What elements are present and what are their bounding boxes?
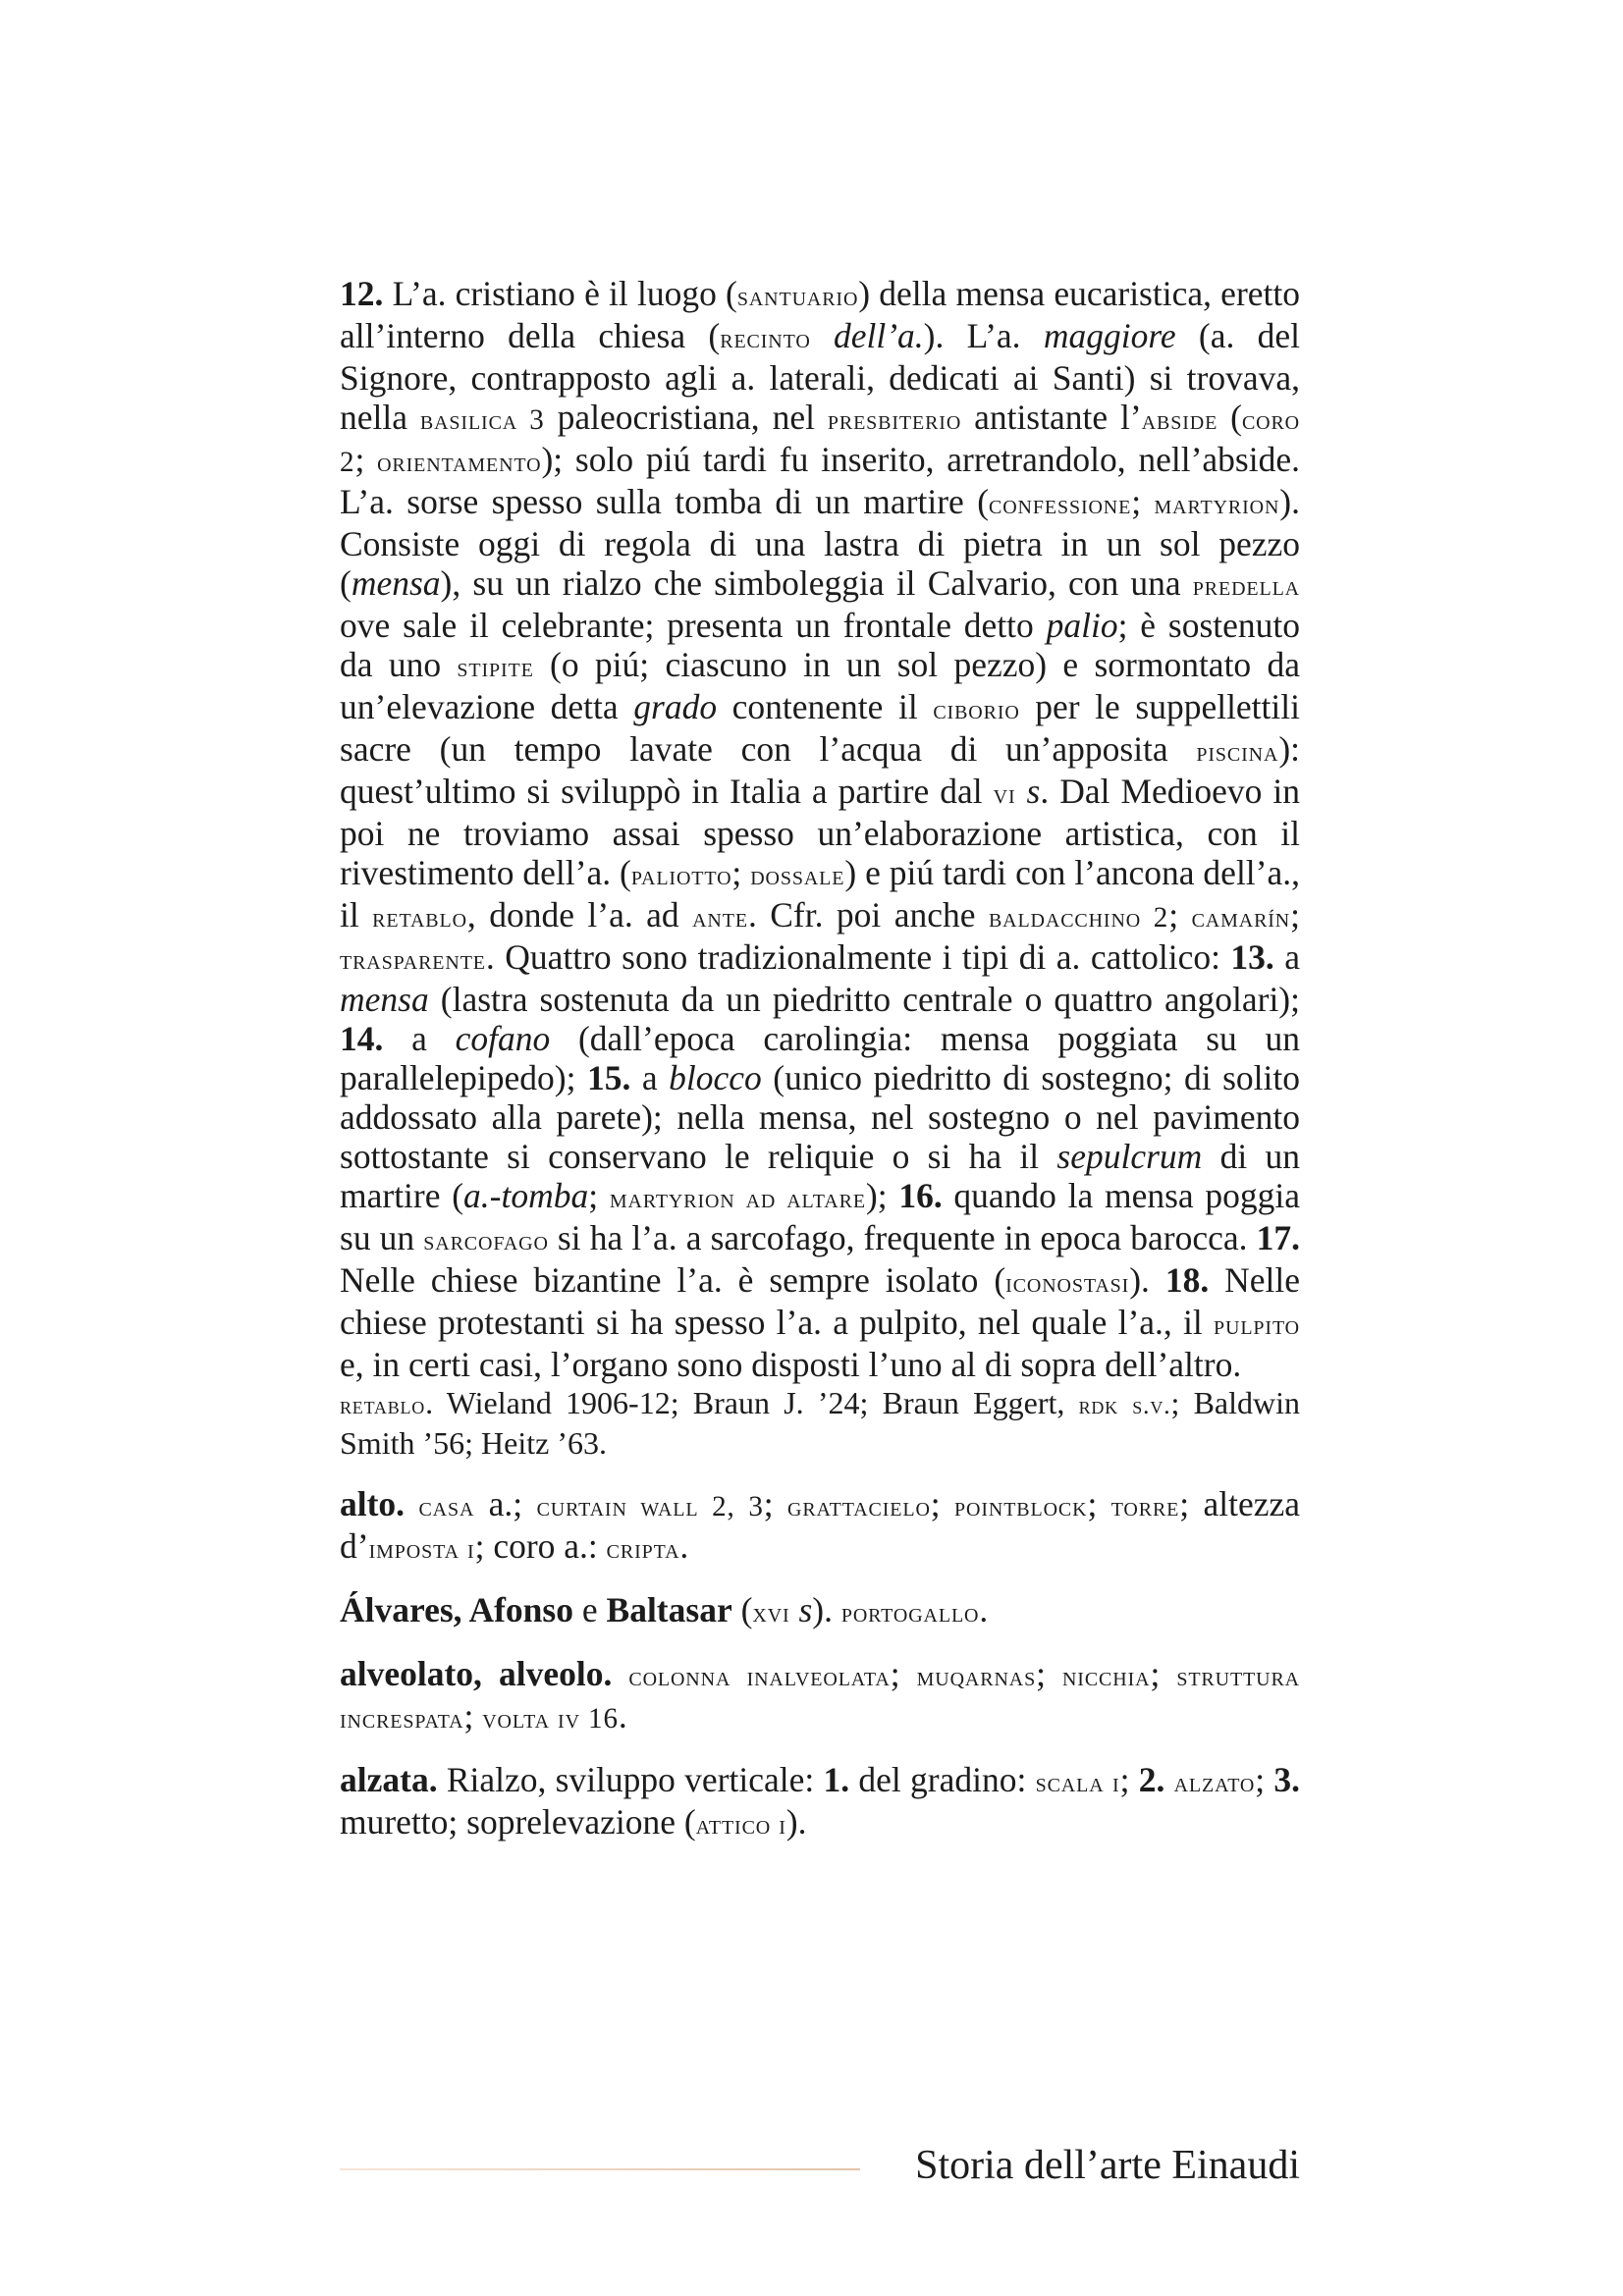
section-number: 15.: [587, 1058, 631, 1097]
main-paragraph: [340, 274, 1300, 1384]
cross-reference: recinto: [720, 323, 811, 354]
cross-reference: basilica 3: [419, 404, 545, 436]
abbreviation: s.v.: [1132, 1391, 1171, 1419]
entry-alto-text: [340, 1484, 1300, 1569]
cross-reference: imposta i: [368, 1533, 475, 1565]
cross-reference: camarín: [1191, 902, 1291, 934]
cross-reference: stipite: [457, 652, 534, 683]
section-number: 14.: [340, 1019, 384, 1058]
text-run: . Quattro sono tradizionalmente i tipi di a. cattolico:: [485, 937, 1231, 977]
section-number: 3.: [1273, 1760, 1300, 1799]
text-run: (lastra sostenuta da un piedritto centrale o quattro angolari);: [428, 980, 1300, 1019]
cross-reference: predella: [1192, 570, 1300, 602]
text-run: ;: [763, 1484, 788, 1523]
italic-term: s: [1026, 772, 1041, 811]
text-run: a.;: [474, 1484, 537, 1523]
cross-reference: presbiterio: [827, 404, 962, 436]
cross-reference: nicchia: [1061, 1661, 1151, 1692]
entry-alto: [340, 1484, 1300, 1569]
cross-reference: alzato: [1173, 1767, 1256, 1798]
cross-reference: retablo: [340, 1391, 426, 1419]
section-number: 17.: [1256, 1218, 1300, 1257]
cross-reference: abside: [1141, 404, 1218, 436]
cross-reference: curtain wall 2, 3: [536, 1491, 764, 1522]
entry-alzata: [340, 1760, 1300, 1844]
cross-reference: muqarnas: [916, 1661, 1037, 1692]
text-run: ; Baldwin Smith ’56; Heitz ’63.: [340, 1385, 1301, 1461]
page-footer: [340, 2141, 1300, 2190]
text-run: ;: [731, 853, 751, 892]
cross-reference: grattacielo: [787, 1491, 931, 1522]
section-number: 12.: [340, 274, 384, 313]
cross-reference: confessione: [989, 489, 1132, 520]
text-run: quando la mensa poggia su un: [340, 1176, 1301, 1257]
text-run: a: [383, 1019, 456, 1058]
cross-reference: pointblock: [954, 1491, 1088, 1522]
italic-term: maggiore: [1043, 316, 1176, 355]
text-run: di un martire (: [340, 1137, 1300, 1215]
cross-reference: martyrion: [1154, 489, 1280, 520]
text-run: ;: [1150, 1654, 1177, 1693]
text-run: ;: [1168, 895, 1192, 934]
italic-term: palio: [1046, 606, 1118, 645]
text-run: muretto; soprelevazione (: [340, 1802, 696, 1842]
text-run: ;: [930, 1484, 955, 1523]
text-run: . Cfr. poi anche: [747, 895, 989, 934]
italic-term: grado: [633, 687, 718, 726]
entry-alvares-text: [340, 1590, 1300, 1632]
cross-reference: coro 2: [340, 404, 1300, 478]
cross-reference: orientamento: [377, 447, 542, 478]
text-run: .: [679, 1526, 689, 1566]
text-run: per le suppellettili sacre (un tempo lavate con l’acqua di un’apposita: [340, 687, 1300, 769]
text-run: ) della mensa eucaristica, eretto all’interno della chiesa (: [340, 274, 1300, 355]
section-number: 16.: [898, 1176, 943, 1215]
text-run: , donde l’a. ad: [466, 895, 693, 934]
cross-reference: trasparente: [340, 944, 486, 976]
section-number: 18.: [1164, 1260, 1210, 1300]
italic-term: mensa: [351, 563, 441, 603]
text-run: paleocristiana, nel: [544, 398, 828, 437]
text-run: ; altezza d’: [340, 1484, 1301, 1566]
text-run: ; è sostenuto da uno: [340, 606, 1300, 684]
cross-reference: attico i: [695, 1809, 786, 1841]
cross-reference: struttura increspata: [340, 1661, 1300, 1735]
entry-lemma: alzata.: [340, 1760, 438, 1799]
text-run: ove sale il celebrante; presenta un frontale detto: [340, 606, 1047, 645]
italic-term: cofano: [455, 1019, 551, 1058]
altare-entry-continuation: [340, 274, 1300, 1463]
entry-lemma: alto.: [340, 1484, 406, 1523]
cross-reference: sarcofago: [423, 1225, 549, 1256]
section-number: 2.: [1138, 1760, 1165, 1799]
text-run: e, in certi casi, l’organo sono disposti l’uno al di sopra dell’altro.: [340, 1345, 1242, 1384]
text-run: e: [573, 1590, 607, 1629]
entry-lemma: Baltasar: [606, 1590, 732, 1629]
text-run: .: [979, 1590, 989, 1629]
text-run: ). Consiste oggi di regola di una lastra di pietra in un sol pezzo (: [340, 482, 1300, 603]
text-run: (dall’epoca carolingia: mensa poggiata su un parallelepipedo);: [340, 1019, 1301, 1097]
entry-lemma: Álvares, Afonso: [340, 1590, 573, 1629]
cross-reference: torre: [1110, 1491, 1180, 1522]
entry-alzata-text: [340, 1760, 1300, 1844]
entry-alvares: [340, 1590, 1300, 1632]
text-run: contenente il: [717, 687, 934, 726]
text-run: ;: [1119, 1760, 1139, 1799]
text-run: ).: [1129, 1260, 1165, 1300]
text-run: ;: [1255, 1760, 1274, 1799]
text-run: ): quest’ultimo si sviluppò in Italia a partire dal: [340, 729, 1300, 811]
cross-reference: volta iv 16: [482, 1703, 619, 1735]
text-run: ;: [1036, 1654, 1062, 1693]
text-run: . Wieland 1906-12; Braun J. ’24; Braun Eggert,: [425, 1385, 1079, 1420]
century-numeral: vi: [993, 778, 1016, 810]
text-run: ;: [354, 440, 378, 479]
footer-title: Storia dell’arte Einaudi: [915, 2143, 1300, 2188]
section-number: 13.: [1230, 937, 1274, 977]
cross-reference: paliotto: [630, 860, 732, 891]
italic-term: s: [798, 1590, 813, 1629]
cross-reference: martyrion ad altare: [609, 1183, 866, 1214]
text-run: [405, 1484, 418, 1523]
text-run: ); solo piú tardi fu inserito, arretrandolo, nell’abside. L’a. sorse spesso sulla tomba di un martire (: [340, 440, 1300, 521]
text-run: si ha l’a. a sarcofago, frequente in epoca barocca.: [548, 1218, 1257, 1257]
cross-reference: cripta: [606, 1533, 680, 1565]
text-run: ). L’a.: [923, 316, 1044, 355]
italic-term: dell’a.: [833, 316, 924, 355]
abbreviation: rdk: [1078, 1391, 1118, 1419]
italic-term: a.-tomba: [463, 1176, 589, 1215]
text-run: [1118, 1385, 1132, 1420]
entry-lemma: alveolato, alveolo.: [340, 1654, 613, 1693]
entry-alveolato: [340, 1654, 1300, 1738]
cross-reference: piscina: [1196, 736, 1279, 768]
text-run: );: [865, 1176, 899, 1215]
text-run: a: [1273, 937, 1300, 977]
cross-reference: portogallo: [840, 1597, 980, 1629]
cross-reference: dossale: [750, 860, 845, 891]
text-run: ;: [1290, 895, 1301, 934]
text-run: ;: [1131, 482, 1155, 521]
bibliography-references: [340, 1384, 1300, 1463]
text-run: ;: [463, 1696, 483, 1735]
text-run: L’a. cristiano è il luogo (: [383, 274, 737, 313]
cross-reference: colonna inalveolata: [628, 1661, 891, 1692]
italic-term: mensa: [340, 980, 429, 1019]
text-run: .: [618, 1696, 627, 1735]
text-run: ) e piú tardi con l’ancona dell’a., il: [340, 853, 1300, 934]
page-body: [340, 274, 1300, 1866]
cross-reference: retablo: [372, 902, 467, 934]
text-run: ), su un rialzo che simboleggia il Calvario, con una: [440, 563, 1193, 603]
cross-reference: ante: [692, 902, 748, 934]
text-run: [811, 316, 834, 355]
text-run: . Dal Medioevo in poi ne troviamo assai spesso un’elaborazione artistica, con il rivestimento dell’a. (: [340, 772, 1301, 892]
cross-reference: ciborio: [933, 694, 1020, 725]
century-numeral: xvi: [752, 1597, 790, 1629]
text-run: Rialzo, sviluppo verticale:: [437, 1760, 824, 1799]
cross-reference: scala i: [1035, 1767, 1120, 1798]
cross-reference: casa: [418, 1491, 475, 1522]
footer-rule: [340, 2168, 860, 2170]
text-run: ).: [812, 1590, 841, 1629]
text-run: [1164, 1760, 1173, 1799]
text-run: Nelle chiese bizantine l’a. è sempre isolato (: [340, 1260, 1006, 1300]
text-run: ).: [785, 1802, 807, 1842]
text-run: ;: [588, 1176, 610, 1215]
section-number: 1.: [823, 1760, 850, 1799]
italic-term: sepulcrum: [1056, 1137, 1203, 1176]
cross-reference: pulpito: [1214, 1309, 1300, 1341]
italic-term: blocco: [669, 1058, 762, 1097]
cross-reference: iconostasi: [1005, 1267, 1130, 1299]
text-run: ; coro a.:: [474, 1526, 607, 1566]
text-run: (: [731, 1590, 753, 1629]
text-run: ;: [1087, 1484, 1111, 1523]
text-run: Nelle chiese protestanti si ha spesso l’a. a pulpito, nel quale l’a., il: [340, 1260, 1300, 1342]
text-run: [612, 1654, 628, 1693]
text-run: a: [630, 1058, 670, 1097]
text-run: antistante l’: [961, 398, 1142, 437]
text-run: ;: [890, 1654, 917, 1693]
text-run: del gradino:: [849, 1760, 1036, 1799]
cross-reference: baldacchino 2: [988, 902, 1169, 934]
text-run: (: [1217, 398, 1242, 437]
text-run: (a. del Signore, contrapposto agli a. laterali, dedicati ai Santi) si trovava, nella: [340, 316, 1301, 437]
text-run: (o piú; ciascuno in un sol pezzo) e sormontato da un’elevazione detta: [340, 645, 1300, 726]
text-run: (unico piedritto di sostegno; di solito addossato alla parete); nella mensa, nel sostegno o nel pavimento sottostante si conservano le reliquie o si ha il: [340, 1058, 1300, 1176]
text-run: [1016, 772, 1027, 811]
entry-alveolato-text: [340, 1654, 1300, 1738]
cross-reference: santuario: [736, 281, 859, 312]
